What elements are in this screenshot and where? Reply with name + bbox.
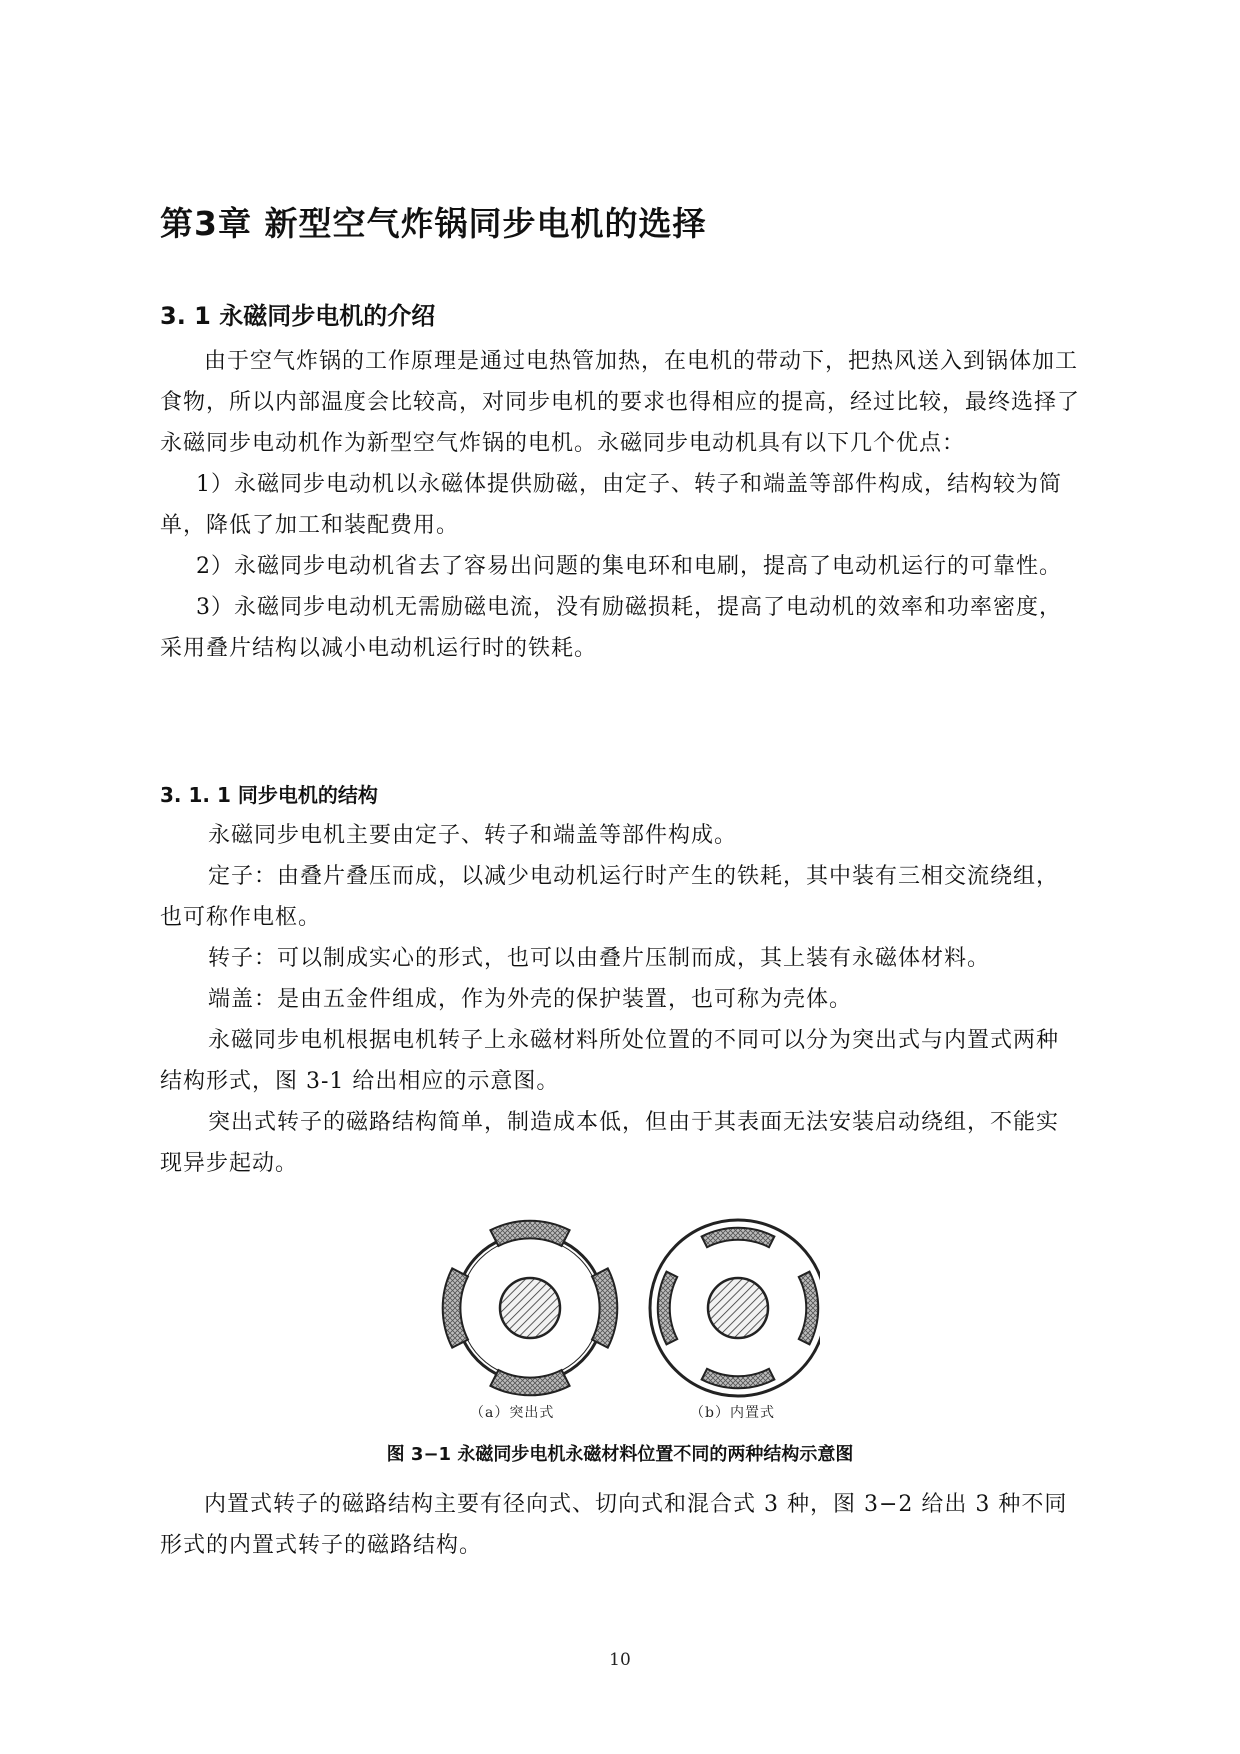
structure-paragraph-endcap: 端盖：是由五金件组成，作为外壳的保护装置，也可称为壳体。 — [208, 987, 853, 1012]
structure-paragraph-types: 永磁同步电机根据电机转子上永磁材料所处位置的不同可以分为突出式与内置式两种结构形式，图 3-1 给出相应的示意图。 — [160, 1028, 1060, 1094]
salient-rotor-diagram — [443, 1221, 618, 1396]
interior-rotor-paragraph: 内置式转子的磁路结构主要有径向式、切向式和混合式 3 种，图 3−2 给出 3 种不同形式的内置式转子的磁路结构。 — [160, 1492, 1068, 1558]
figure-caption: 图 3−1 永磁同步电机永磁材料位置不同的两种结构示意图 — [386, 1444, 854, 1465]
chapter-title: 第3章 新型空气炸锅同步电机的选择 — [160, 204, 707, 243]
figure-label-b: （b）内置式 — [690, 1405, 775, 1421]
subsection-title: 3. 1. 1 同步电机的结构 — [160, 783, 378, 807]
advantage-item-2: 2）永磁同步电动机省去了容易出问题的集电环和电刷，提高了电动机运行的可靠性。 — [196, 554, 1062, 579]
advantage-item-1: 1）永磁同步电动机以永磁体提供励磁，由定子、转子和端盖等部件构成，结构较为简单，降低了加工和装配费用。 — [160, 472, 1062, 538]
section-title: 3. 1 永磁同步电机的介绍 — [160, 302, 436, 330]
intro-paragraph: 由于空气炸锅的工作原理是通过电热管加热，在电机的带动下，把热风送入到锅体加工食物，所以内部温度会比较高，对同步电机的要求也得相应的提高，经过比较，最终选择了永磁同步电动机作为新型空气炸锅的电机。永磁同步电动机具有以下几个优点： — [160, 349, 1081, 456]
intro-section — [160, 341, 1080, 669]
page-number: 10 — [609, 1650, 631, 1670]
advantage-item-3: 3）永磁同步电动机无需励磁电流，没有励磁损耗，提高了电动机的效率和功率密度，采用叠片结构以减小电动机运行时的铁耗。 — [160, 595, 1062, 661]
interior-rotor-diagram — [650, 1220, 820, 1396]
structure-paragraph-stator: 定子：由叠片叠压而成，以减少电动机运行时产生的铁耗，其中装有三相交流绕组，也可称作电枢。 — [160, 864, 1060, 930]
structure-paragraph-salient: 突出式转子的磁路结构简单，制造成本低，但由于其表面无法安装启动绕组，不能实现异步起动。 — [160, 1110, 1060, 1176]
structure-paragraph-rotor: 转子：可以制成实心的形式，也可以由叠片压制而成，其上装有永磁体材料。 — [208, 946, 991, 971]
structure-paragraph-1: 永磁同步电机主要由定子、转子和端盖等部件构成。 — [208, 823, 738, 848]
structure-section — [160, 815, 1080, 1184]
rotor-diagrams — [440, 1213, 820, 1403]
shaft — [500, 1278, 560, 1338]
after-figure-section — [160, 1484, 1080, 1566]
shaft — [708, 1278, 768, 1338]
figure-label-a: （a）突出式 — [470, 1405, 555, 1421]
